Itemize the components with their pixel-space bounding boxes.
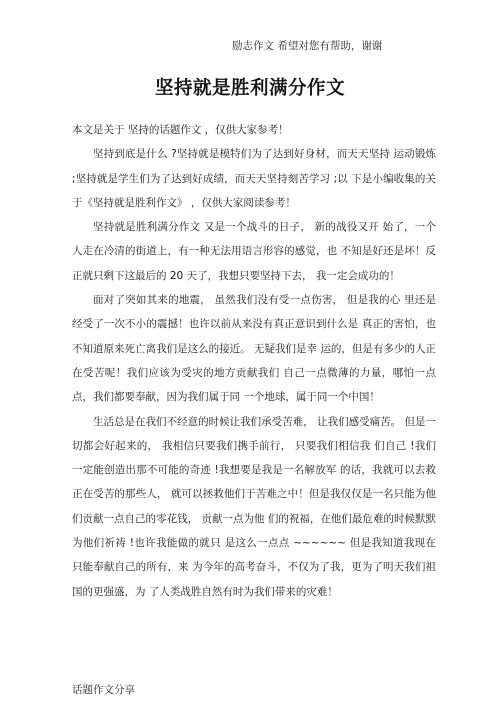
body-paragraph: 坚持就是胜利满分作文 又是一个战斗的日子， 新的战役又开 始了，一个人走在冷清的街道上，有一种无法用语言形容的感觉，也 不知是好还是坏！反正就只剩下这最后的 20 天了，我想只要坚持下去， 我一定会成功的！ bbox=[72, 221, 436, 282]
intro-paragraph: 本文是关于 坚持的话题作文 ，仅供大家参考！ bbox=[72, 124, 289, 136]
body-paragraph: 生活总是在我们不经意的时候让我们承受苦难， 让我们感受痛苦。 但是一切都会好起来的， 我相信只要我们携手前行， 只要我们相信我 们自己 !我们一定能创造出那不可能的奇迹 !我想要是我是一名解放军 的话，我就可以去救正在受苦的那些人， 就可以拯救他们于苦难之中！但是我仅仅是一名只能为他们贡献一点自己的零花钱， 贡献一点为他 们的祝福，在他们最危难的时候默默为他们祈祷 !也许我能做的就只 是这么一点点 ~~~~~~ 但是我知道我现在只能奉献自己的所有，来 为今年的高考奋斗，不仅为了我，更为了明天我们祖国的更强盛，为 了人类战胜自然有时为我们带来的灾难！ bbox=[72, 415, 436, 598]
body-paragraph: 坚持到底是什么 ?坚持就是模特们为了达到好身材，而天天坚持 运动锻炼 ;坚持就是学生们为了达到好成绩，而天天坚持刻苦学习 ;以 下是小编收集的关于《坚持就是胜利作文》 ，仅供大家阅读参考！ bbox=[72, 148, 436, 209]
page-header: 励志作文 希望对您有帮助，谢谢 bbox=[232, 40, 383, 52]
body-paragraph: 面对了突如其来的地震， 虽然我们没有受一点伤害， 但是我的心 里还是经受了一次不小的震撼！也许以前从来没有真正意识到什么是 真正的害怕，也不知道原来死亡离我们是这么的接近。 无疑我们是幸 运的，但是有多少的人正在受苦呢！我们应该为受灾的地方贡献我们 自己一点微薄的力量，哪怕一点点，我们都要奉献，因为我们属于同 一个地球，属于同一个中国！ bbox=[72, 294, 436, 404]
page-footer: 话题作文分享 bbox=[72, 684, 135, 696]
document-body bbox=[72, 118, 436, 604]
document-title: 坚持就是胜利满分作文 bbox=[154, 78, 345, 99]
